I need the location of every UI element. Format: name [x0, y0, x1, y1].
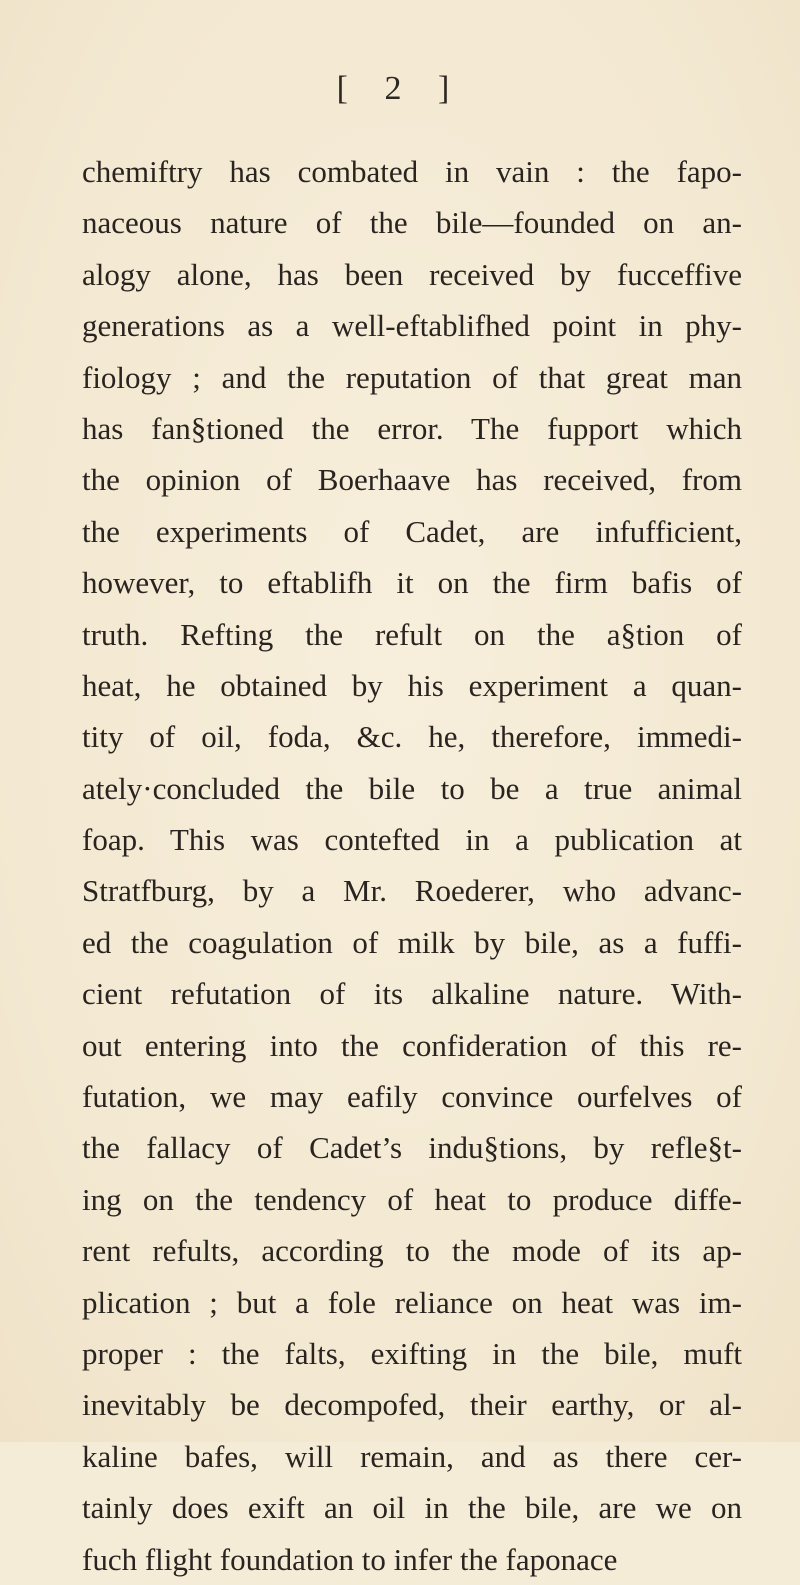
text-line: fuch flight foundation to infer the faponace: [82, 1541, 618, 1577]
text-line: tainly does exift an oil in the bile, are we on: [82, 1490, 742, 1526]
text-line: the opinion of Boerhaave has received, from: [82, 462, 742, 498]
text-line: generations as a well-eftablifhed point in phy-: [82, 308, 742, 344]
text-line: the experiments of Cadet, are infufficient,: [82, 513, 742, 549]
text-line: inevitably be decompofed, their earthy, or al-: [82, 1387, 742, 1423]
page-number: [ 2 ]: [336, 70, 464, 107]
text-line: ed the coagulation of milk by bile, as a fuffi-: [82, 924, 742, 960]
text-line: out entering into the confideration of this re-: [82, 1027, 742, 1063]
text-line: chemiftry has combated in vain : the fapo-: [82, 154, 742, 189]
text-line: however, to eftablifh it on the firm bafis of: [82, 565, 742, 601]
body-text: [82, 146, 742, 1585]
text-line: rent refults, according to the mode of its ap-: [82, 1233, 742, 1269]
text-line: fiology ; and the reputation of that great man: [82, 359, 742, 395]
text-line: ately·concluded the bile to be a true animal: [82, 770, 742, 806]
text-line: truth. Refting the refult on the a§tion of: [82, 616, 742, 652]
text-line: has fan§tioned the error. The fupport which: [82, 410, 742, 446]
text-line: alogy alone, has been received by fucceffive: [82, 256, 742, 292]
text-line: naceous nature of the bile—founded on an-: [82, 205, 742, 241]
text-line: kaline bafes, will remain, and as there cer-: [82, 1438, 742, 1474]
text-line: ing on the tendency of heat to produce diffe-: [82, 1181, 742, 1217]
text-line: proper : the falts, exifting in the bile, muft: [82, 1335, 742, 1371]
text-line: cient refutation of its alkaline nature. With-: [82, 976, 742, 1012]
text-line: futation, we may eafily convince ourfelves of: [82, 1079, 742, 1115]
text-line: tity of oil, foda, &c. he, therefore, immedi-: [82, 719, 742, 755]
text-line: Stratfburg, by a Mr. Roederer, who advanc-: [82, 873, 742, 909]
text-line: heat, he obtained by his experiment a quan-: [82, 667, 742, 703]
text-line: foap. This was contefted in a publication at: [82, 822, 742, 858]
text-line: plication ; but a fole reliance on heat was im-: [82, 1284, 742, 1320]
text-line: the fallacy of Cadet’s indu§tions, by refle§t-: [82, 1130, 742, 1166]
